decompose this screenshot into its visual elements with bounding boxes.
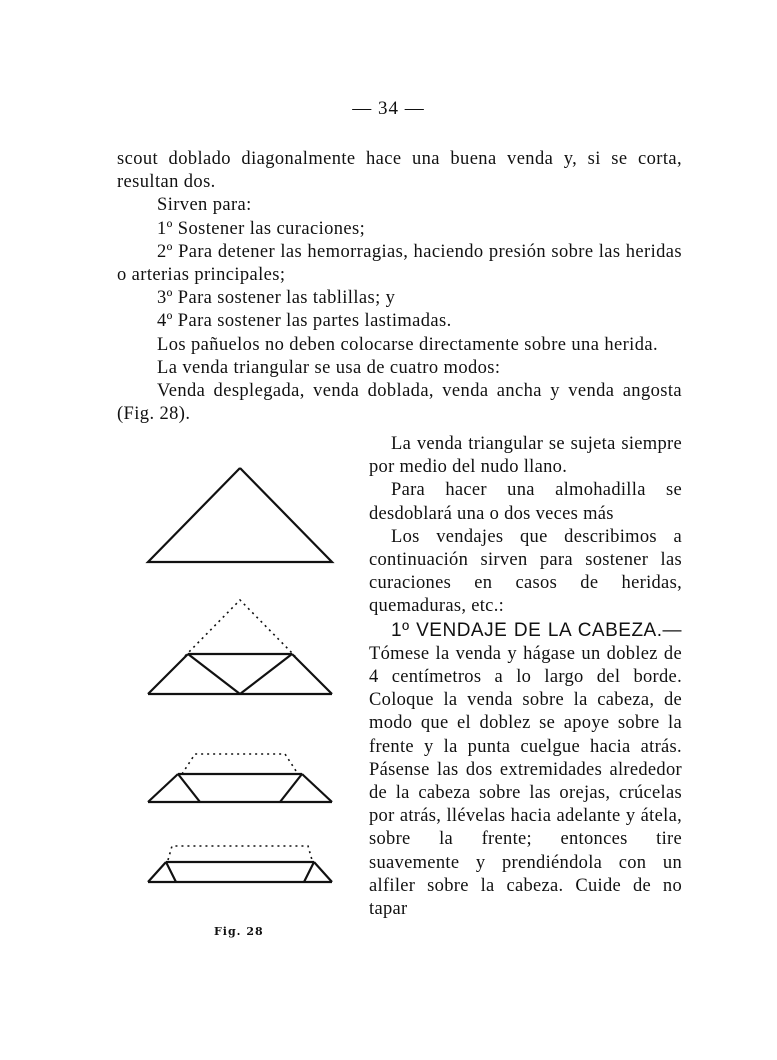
paragraph: Sirven para: — [157, 195, 252, 216]
paragraph: scout doblado diagonalmente hace una buena venda y, si se corta, resultan dos. — [117, 149, 682, 193]
paragraph: 4º Para sostener las partes lastimadas. — [157, 311, 452, 332]
paragraph: 2º Para detener las hemorragias, haciendo presión sobre las heridas o arterias principales; — [117, 241, 682, 286]
section-paragraph — [369, 619, 682, 922]
paragraph: Para hacer una almohadilla se desdoblará una o dos veces más — [369, 480, 682, 524]
section-body: Tómese la venda y hágase un doblez de 4 centímetros a lo largo del borde. Coloque la venda sobre la cabeza, de modo que el doblez se apoye sobre la frente y la punta cuelgue hacia atrás. Pásense las dos extremidades alrededor de la cabeza sobre las orejas, crúcelas por atrás, llévelas hacia adelante y átela, sobre la frente; entonces tire suavemente y prendiéndola con un alfiler sobre la cabeza. Cuide de no tapar — [369, 643, 682, 920]
body-text-full-width — [117, 148, 682, 426]
paragraph: Los pañuelos no deben colocarse directamente sobre una herida. — [157, 334, 658, 355]
body-text-column — [369, 433, 682, 921]
figure-caption: Fig. 28 — [214, 925, 264, 938]
paragraph: Los vendajes que describimos a continuación sirven para sostener las curaciones en casos de heridas, quemaduras, etc.: — [369, 526, 682, 617]
section-heading: 1º VENDAJE DE LA CABEZA.— — [391, 619, 682, 641]
paragraph: La venda triangular se sujeta siempre por medio del nudo llano. — [369, 434, 682, 478]
paragraph: Venda desplegada, venda doblada, venda ancha y venda angosta (Fig. 28). — [117, 381, 682, 425]
unfolded-bandage-diagram — [148, 468, 332, 562]
paragraph: 1º Sostener las curaciones; — [157, 218, 366, 239]
page-number: — 34 — — [352, 98, 425, 119]
paragraph: 3º Para sostener las tablillas; y — [157, 288, 396, 309]
folded-bandage-diagram — [148, 600, 332, 694]
bandage-figure — [140, 460, 340, 900]
narrow-bandage-diagram — [148, 846, 332, 882]
paragraph: La venda triangular se usa de cuatro modos: — [157, 357, 501, 378]
wide-bandage-diagram — [148, 754, 332, 802]
